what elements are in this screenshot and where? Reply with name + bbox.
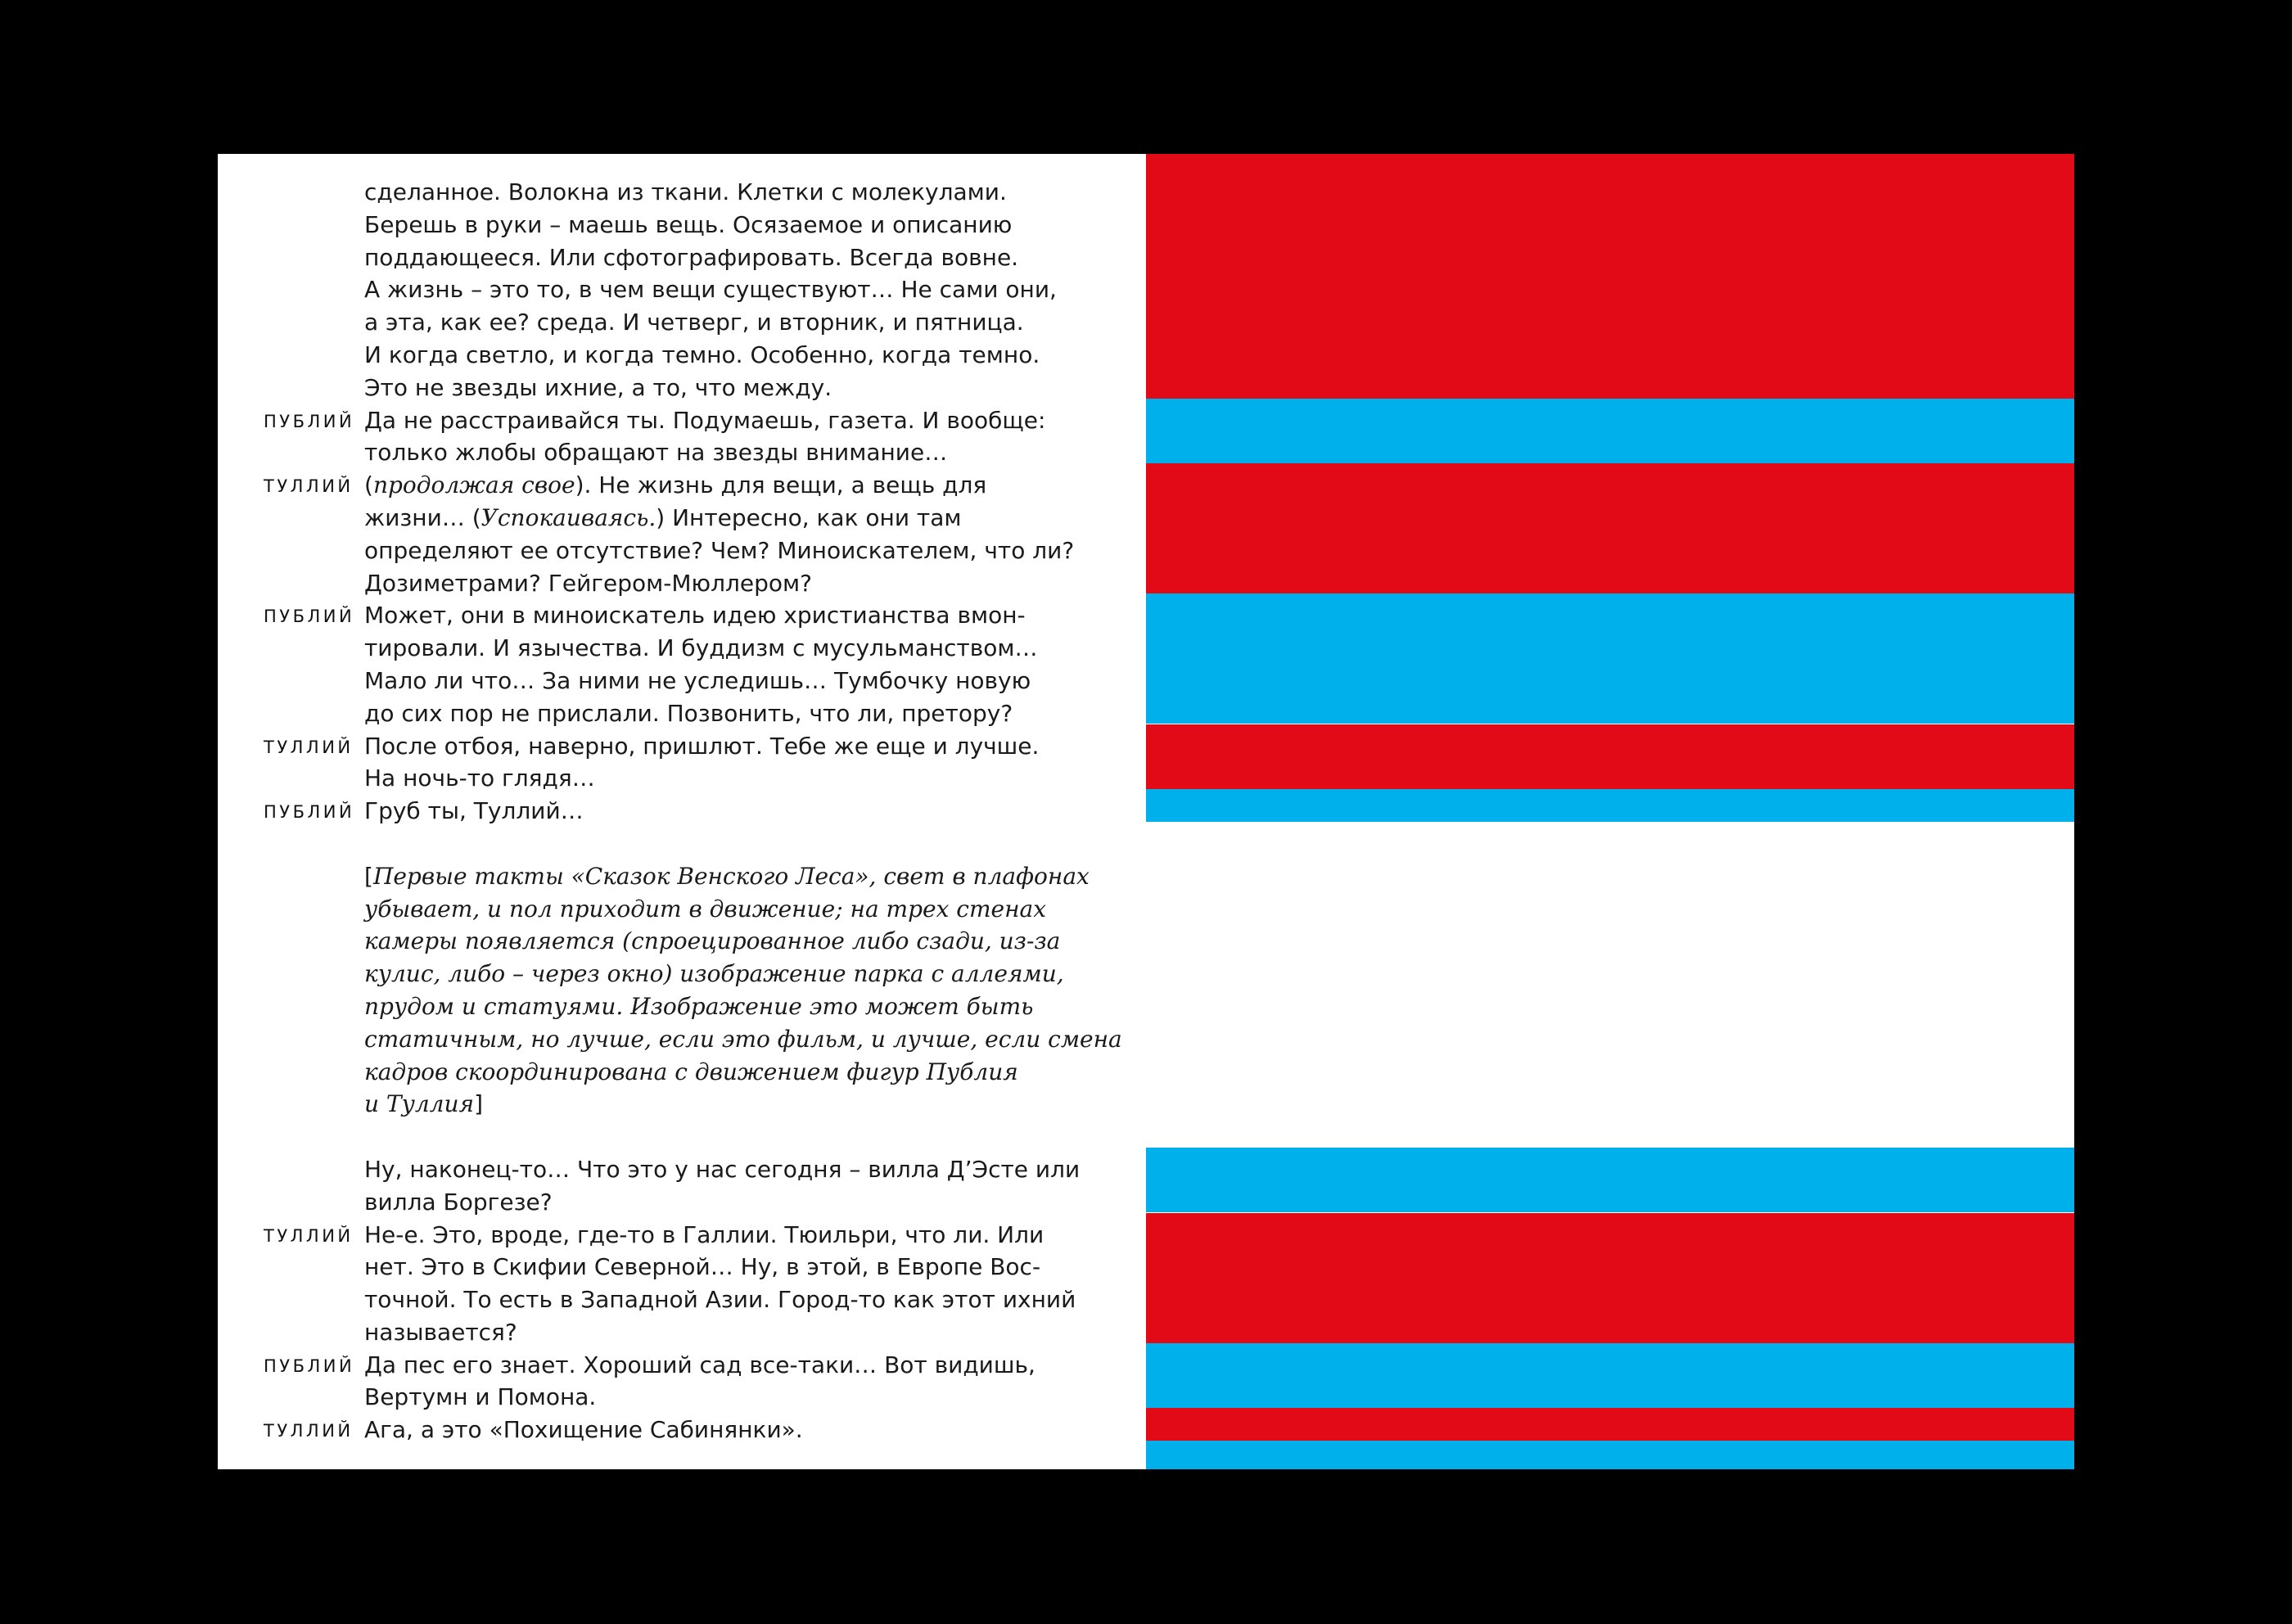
line-text bbox=[364, 372, 832, 404]
line-text bbox=[364, 990, 1033, 1023]
line-text bbox=[364, 1349, 1035, 1382]
text-segment: Берешь в руки – маешь вещь. Осязаемое и описанию bbox=[364, 210, 1013, 238]
text-segment: Ну, наконец-то… Что это у нас сегодня – вилла Д’Эсте или bbox=[364, 1155, 1081, 1183]
text-segment: называется? bbox=[364, 1318, 517, 1346]
speaker-name: ТУЛЛИЙ bbox=[264, 476, 354, 497]
line-text bbox=[364, 632, 1038, 665]
text-segment: Груб ты, Туллий… bbox=[364, 797, 584, 825]
line-text bbox=[364, 176, 1007, 209]
line-text bbox=[364, 1381, 596, 1414]
line-text bbox=[364, 1219, 1044, 1252]
line-text bbox=[364, 502, 962, 535]
speaker-name: ПУБЛИЙ bbox=[264, 802, 355, 823]
text-segment: вилла Боргезе? bbox=[364, 1188, 553, 1216]
line-text bbox=[364, 860, 1090, 893]
text-line bbox=[218, 1381, 1146, 1414]
play-text bbox=[218, 176, 1146, 1446]
line-text bbox=[364, 1153, 1080, 1186]
text-line bbox=[218, 241, 1146, 274]
text-line bbox=[218, 209, 1146, 241]
stripe-red bbox=[1146, 724, 2074, 790]
speaker-name: ПУБЛИЙ bbox=[264, 411, 355, 431]
text-segment: А жизнь – это то, в чем вещи существуют… Не сами они, bbox=[364, 276, 1057, 304]
text-line bbox=[218, 893, 1146, 926]
line-text bbox=[364, 404, 1045, 437]
speaker-name: ТУЛЛИЙ bbox=[264, 1225, 354, 1246]
text-segment: ( bbox=[364, 471, 373, 499]
italic-segment: прудом и статуями. Изображение это может быть bbox=[364, 992, 1034, 1020]
text-line bbox=[218, 273, 1146, 306]
line-text bbox=[364, 697, 1013, 730]
line-text bbox=[364, 1251, 1040, 1283]
line-text bbox=[364, 209, 1012, 241]
text-segment: ) Интересно, как они там bbox=[656, 503, 962, 531]
stripe-blue bbox=[1146, 1148, 2074, 1213]
book-spread bbox=[218, 154, 2074, 1469]
text-segment: Не-е. Это, вроде, где-то в Галлии. Тюильри, что ли. Или bbox=[364, 1220, 1044, 1248]
italic-segment: статичным, но лучше, если это фильм, и лучше, если смена bbox=[364, 1025, 1122, 1053]
text-segment: сделанное. Волокна из ткани. Клетки с молекулами. bbox=[364, 178, 1007, 205]
text-segment: На ночь-то глядя… bbox=[364, 765, 595, 792]
text-segment: до сих пор не прислали. Позвонить, что ли, претору? bbox=[364, 699, 1013, 727]
speaker-name: ТУЛЛИЙ bbox=[264, 737, 354, 757]
italic-segment: убывает, и пол приходит в движение; на трех стенах bbox=[364, 895, 1047, 923]
text-segment: тировали. И язычества. И буддизм с мусульманством… bbox=[364, 634, 1038, 662]
text-line bbox=[218, 925, 1146, 958]
text-line bbox=[218, 632, 1146, 665]
text-segment: поддающееся. Или сфотографировать. Всегда вовне. bbox=[364, 243, 1019, 271]
text-segment: И когда светло, и когда темно. Особенно, когда темно. bbox=[364, 341, 1040, 368]
text-line bbox=[218, 730, 1146, 763]
line-text bbox=[364, 1414, 803, 1446]
text-line bbox=[218, 1219, 1146, 1252]
text-segment: Да не расстраивайся ты. Подумаешь, газета. И вообще: bbox=[364, 406, 1046, 434]
speaker-name: ТУЛЛИЙ bbox=[264, 1421, 354, 1441]
stripe-red bbox=[1146, 1408, 2074, 1441]
line-text bbox=[364, 1056, 1018, 1089]
text-line bbox=[218, 1283, 1146, 1316]
line-text bbox=[364, 762, 595, 795]
text-line bbox=[218, 404, 1146, 437]
text-segment: ). Не жизнь для вещи, а вещь для bbox=[575, 471, 987, 499]
line-text bbox=[364, 925, 1060, 958]
text-segment: Мало ли что… За ними не уследишь… Тумбочку новую bbox=[364, 666, 1031, 694]
line-text bbox=[364, 339, 1040, 372]
text-line bbox=[218, 176, 1146, 209]
text-line bbox=[218, 372, 1146, 404]
line-text bbox=[364, 958, 1064, 990]
line-text bbox=[364, 1186, 553, 1219]
left-page bbox=[218, 154, 1146, 1469]
stripe-blue bbox=[1146, 789, 2074, 822]
line-text bbox=[364, 535, 1074, 567]
text-line bbox=[218, 990, 1146, 1023]
line-text bbox=[364, 1088, 483, 1121]
stripe-blank bbox=[1146, 822, 2074, 1148]
text-line bbox=[218, 306, 1146, 339]
text-segment: а эта, как ее? среда. И четверг, и вторник, и пятница. bbox=[364, 309, 1024, 336]
text-line bbox=[218, 1023, 1146, 1056]
stripe-blue bbox=[1146, 1441, 2074, 1469]
text-line bbox=[218, 535, 1146, 567]
line-text bbox=[364, 1283, 1076, 1316]
text-line bbox=[218, 665, 1146, 697]
line-text bbox=[364, 273, 1057, 306]
text-segment: Вертумн и Помона. bbox=[364, 1383, 597, 1411]
line-text bbox=[364, 665, 1031, 697]
italic-segment: кадров скоординирована с движением фигур Публия bbox=[364, 1058, 1018, 1085]
italic-segment: кулис, либо – через окно) изображение парка с аллеями, bbox=[364, 960, 1064, 988]
text-line bbox=[218, 1414, 1146, 1446]
italic-segment: и Туллия bbox=[364, 1090, 475, 1118]
text-segment: Может, они в миноискатель идею христианства вмон- bbox=[364, 602, 1026, 629]
stripe-red bbox=[1146, 154, 2074, 399]
right-page-stripe-pattern bbox=[1146, 154, 2074, 1469]
text-line bbox=[218, 1153, 1146, 1186]
text-line bbox=[218, 339, 1146, 372]
stripe-blue bbox=[1146, 399, 2074, 464]
text-line bbox=[218, 1186, 1146, 1219]
text-line bbox=[218, 567, 1146, 600]
stripe-blue bbox=[1146, 593, 2074, 724]
text-line bbox=[218, 1088, 1146, 1121]
text-segment: точной. То есть в Западной Азии. Город-то как этот ихний bbox=[364, 1286, 1076, 1314]
text-segment: [ bbox=[364, 862, 373, 890]
text-segment: жизни… ( bbox=[364, 503, 481, 531]
text-line bbox=[218, 958, 1146, 990]
line-text bbox=[364, 599, 1026, 632]
italic-segment: камеры появляется (спроецированное либо сзади, из-за bbox=[364, 927, 1061, 955]
text-line bbox=[218, 1056, 1146, 1089]
stripe-red bbox=[1146, 463, 2074, 593]
italic-segment: продолжая свое bbox=[372, 471, 575, 499]
text-segment: Это не звезды ихние, а то, что между. bbox=[364, 373, 832, 401]
text-line bbox=[218, 860, 1146, 893]
line-text bbox=[364, 1023, 1122, 1056]
text-segment: Дозиметрами? Гейгером-Мюллером? bbox=[364, 569, 812, 597]
speaker-name: ПУБЛИЙ bbox=[264, 607, 355, 627]
text-line bbox=[218, 1251, 1146, 1283]
line-text bbox=[364, 241, 1018, 274]
text-line bbox=[218, 1349, 1146, 1382]
stripe-red bbox=[1146, 1213, 2074, 1343]
text-segment: Ага, а это «Похищение Сабинянки». bbox=[364, 1416, 803, 1444]
line-text bbox=[364, 893, 1046, 926]
text-line bbox=[218, 795, 1146, 828]
italic-segment: Успокаиваясь. bbox=[481, 503, 656, 531]
italic-segment: Первые такты «Сказок Венского Леса», свет в плафонах bbox=[372, 862, 1090, 890]
speaker-name: ПУБЛИЙ bbox=[264, 1356, 355, 1376]
text-segment: только жлобы обращают на звезды внимание… bbox=[364, 439, 948, 467]
text-line bbox=[218, 469, 1146, 502]
blank-line bbox=[218, 1121, 1146, 1153]
line-text bbox=[364, 469, 986, 502]
text-line bbox=[218, 697, 1146, 730]
line-text bbox=[364, 306, 1024, 339]
stripe-blue bbox=[1146, 1343, 2074, 1409]
text-line bbox=[218, 599, 1146, 632]
text-segment: нет. Это в Скифии Северной… Ну, в этой, в Европе Вос- bbox=[364, 1253, 1041, 1281]
blank-line bbox=[218, 828, 1146, 860]
line-text bbox=[364, 730, 1039, 763]
line-text bbox=[364, 1316, 517, 1349]
text-line bbox=[218, 762, 1146, 795]
text-line bbox=[218, 502, 1146, 535]
text-segment: определяют ее отсутствие? Чем? Миноискателем, что ли? bbox=[364, 536, 1075, 564]
text-line bbox=[218, 436, 1146, 469]
text-segment: После отбоя, наверно, пришлют. Тебе же еще и лучше. bbox=[364, 732, 1040, 760]
line-text bbox=[364, 436, 947, 469]
line-text bbox=[364, 567, 812, 600]
text-segment: Да пес его знает. Хороший сад все-таки… Вот видишь, bbox=[364, 1351, 1035, 1378]
line-text bbox=[364, 795, 584, 828]
text-line bbox=[218, 1316, 1146, 1349]
text-segment: ] bbox=[474, 1090, 484, 1118]
